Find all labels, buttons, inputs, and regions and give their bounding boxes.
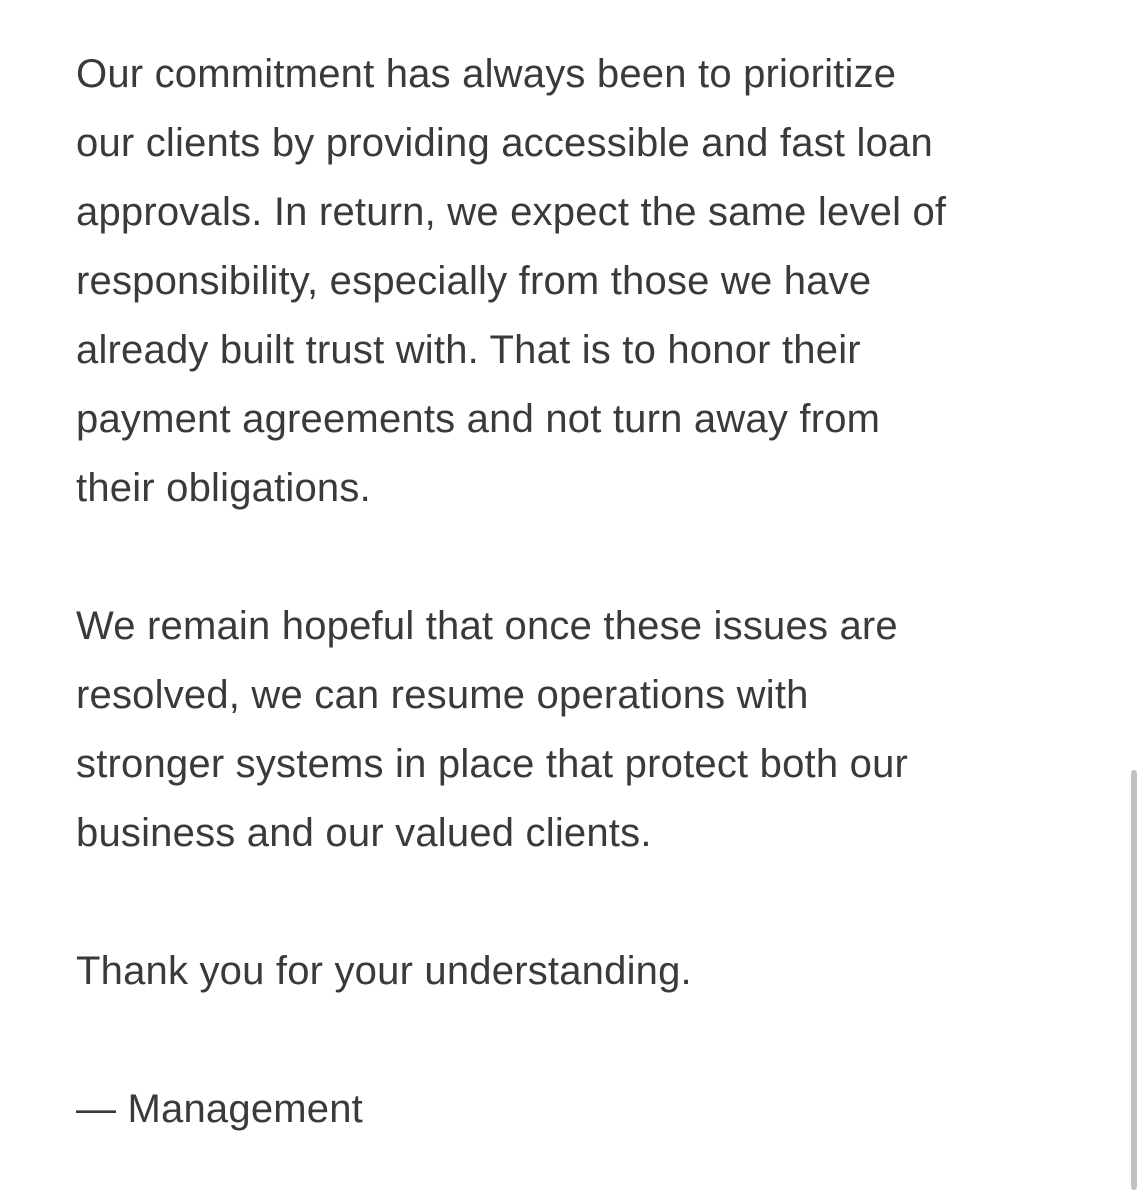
text-line: Our commitment has always been to prioritize (76, 52, 897, 96)
paragraph-commitment (76, 40, 1085, 523)
text-line: Thank you for your understanding. (76, 949, 692, 993)
signature (76, 1075, 1085, 1144)
text-line: our clients by providing accessible and fast loan (76, 121, 933, 165)
text-line: stronger systems in place that protect both our (76, 742, 909, 786)
text-line: We remain hopeful that once these issues are (76, 604, 898, 648)
text-line: business and our valued clients. (76, 811, 652, 855)
paragraph-thanks (76, 937, 1085, 1006)
paragraph-hopeful (76, 592, 1085, 868)
paragraph-spacer (76, 523, 1085, 592)
text-line: payment agreements and not turn away from (76, 397, 881, 441)
text-line: responsibility, especially from those we have (76, 259, 872, 303)
scrollbar[interactable] (1131, 770, 1137, 1190)
paragraph-spacer (76, 868, 1085, 937)
text-line: already built trust with. That is to honor their (76, 328, 861, 372)
text-line: approvals. In return, we expect the same level of (76, 190, 947, 234)
text-line: their obligations. (76, 466, 371, 510)
signature-line: — Management (76, 1087, 363, 1131)
paragraph-spacer (76, 1006, 1085, 1075)
text-line: resolved, we can resume operations with (76, 673, 809, 717)
